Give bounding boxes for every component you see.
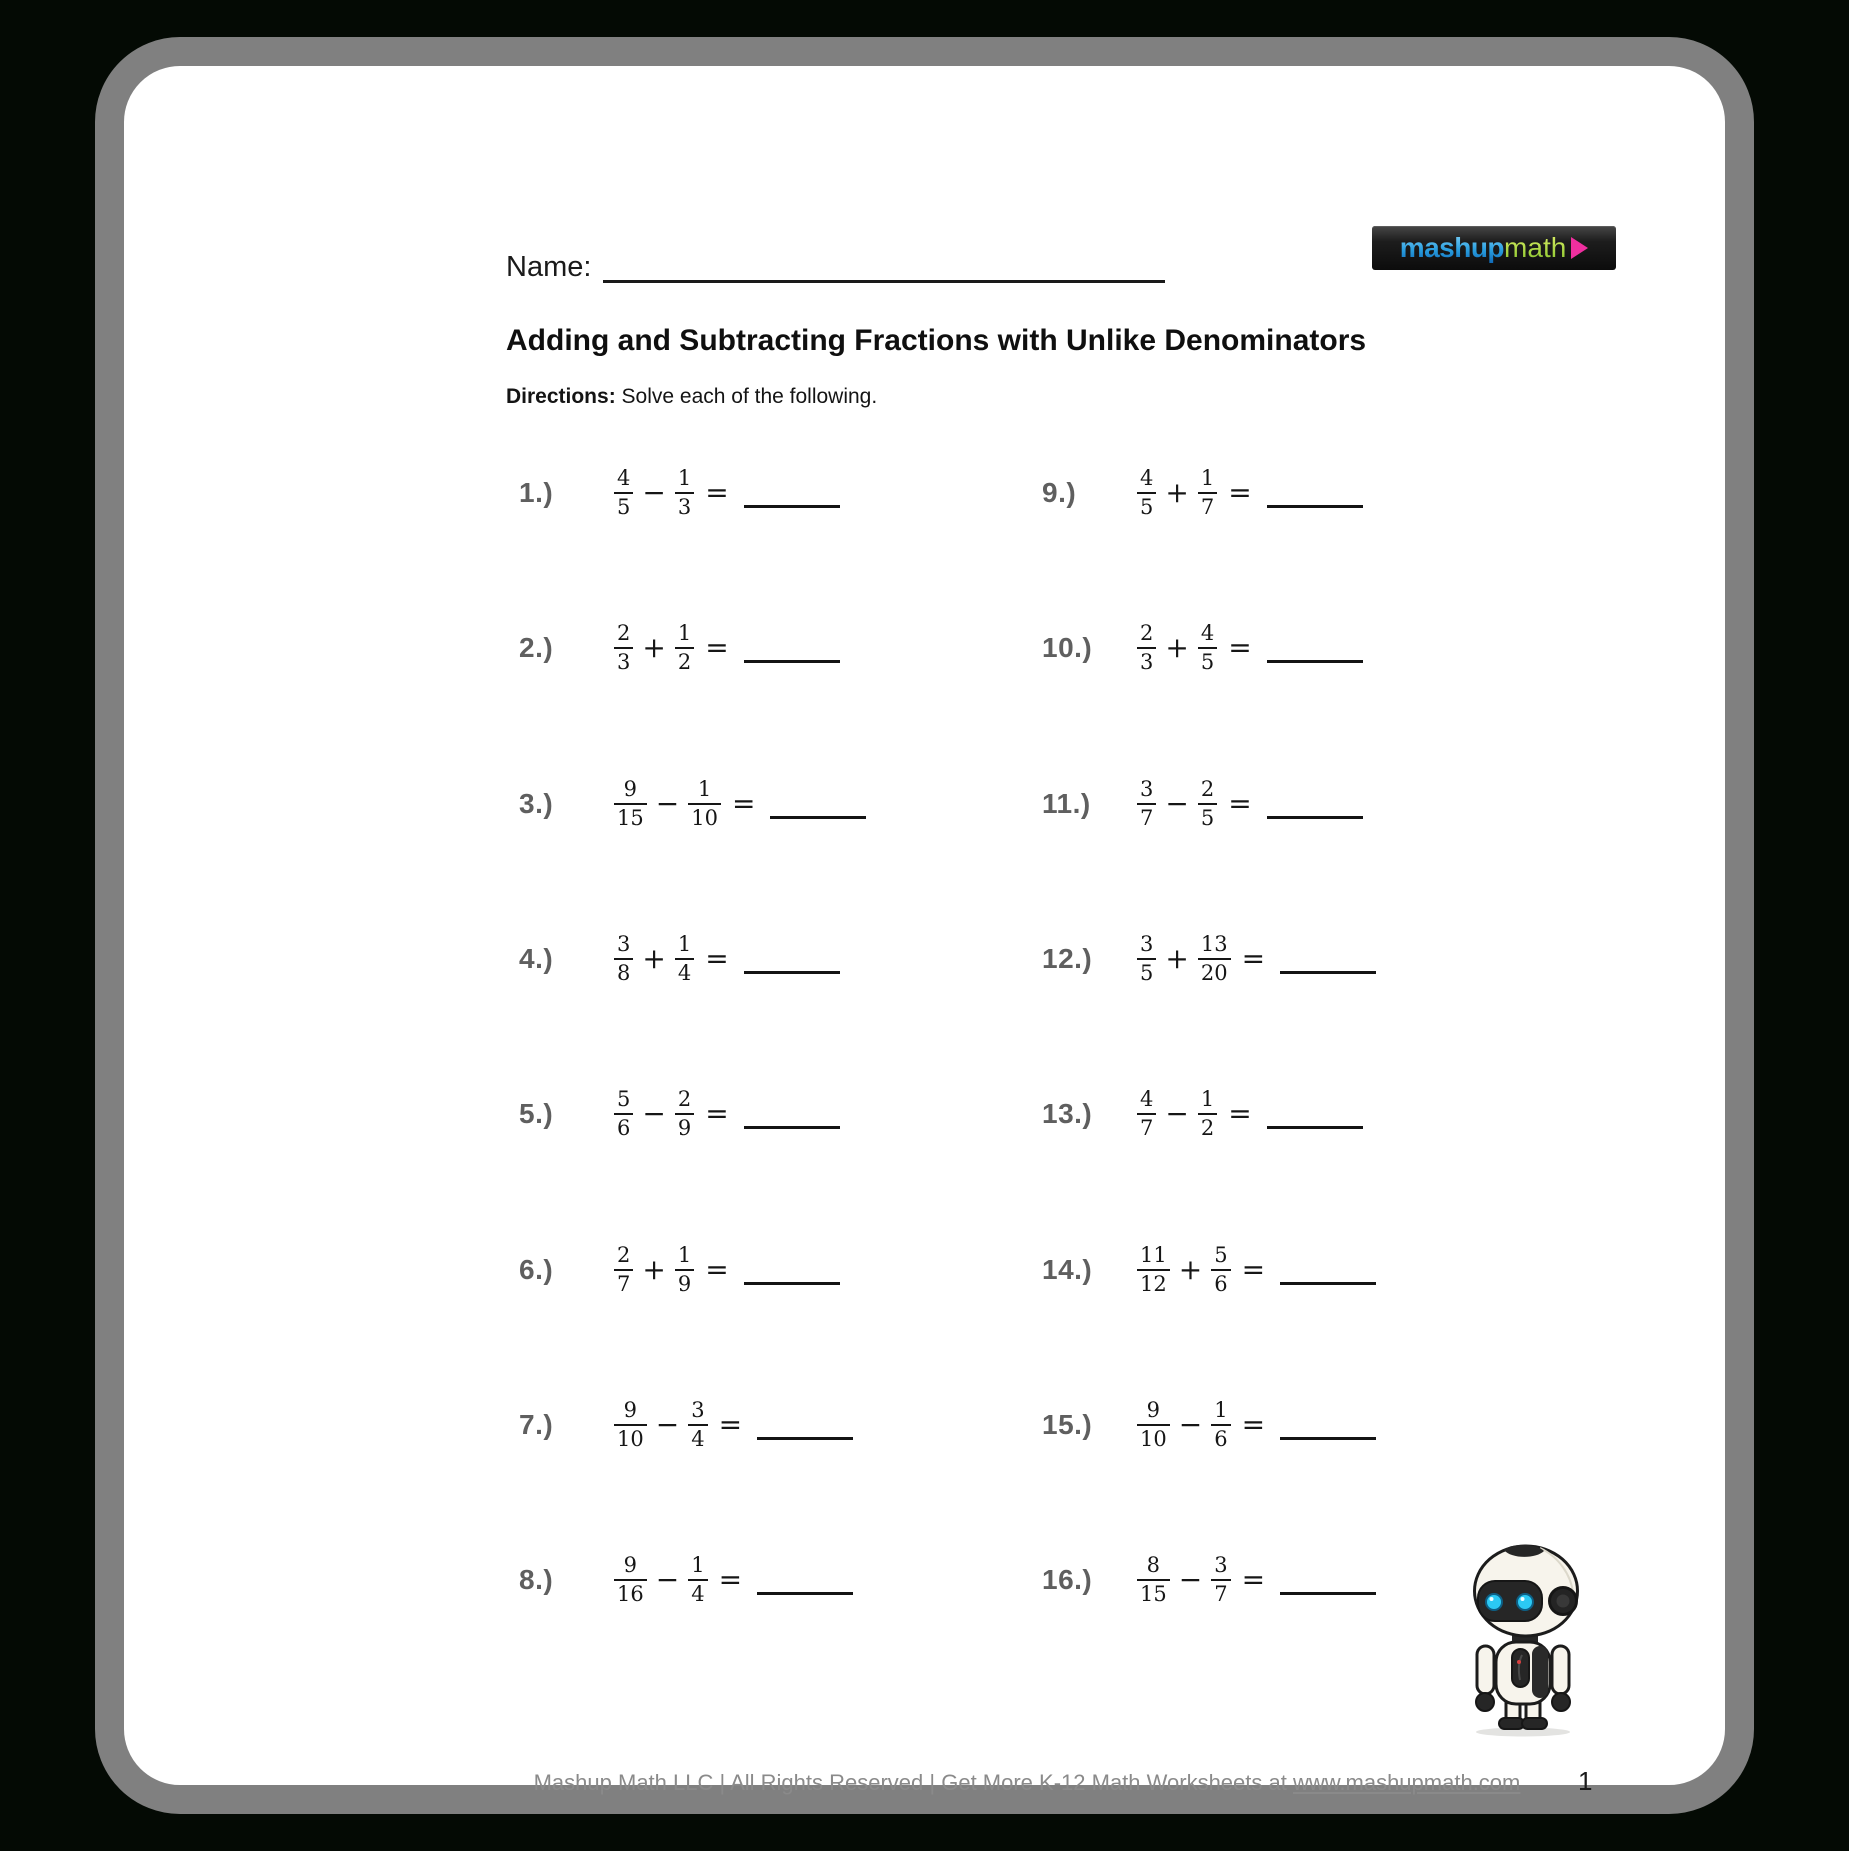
- fraction-bar: [1137, 1424, 1170, 1426]
- operator-sign: +: [642, 630, 666, 664]
- problem-number: 6.): [519, 1254, 554, 1285]
- fraction-second: [675, 1245, 694, 1295]
- answer-blank: [744, 660, 840, 663]
- fraction-bar: [614, 1579, 647, 1581]
- fraction-second: [1198, 1089, 1217, 1139]
- equals-sign: =: [1241, 1407, 1266, 1441]
- logo-text-mashup: mashup: [1399, 232, 1505, 263]
- operator-sign: +: [1165, 630, 1189, 664]
- numerator: 2: [617, 621, 631, 645]
- denominator: 5: [1200, 806, 1215, 830]
- answer-blank: [1280, 1282, 1376, 1285]
- denominator: 2: [1200, 1116, 1215, 1140]
- fraction-first: [614, 1555, 647, 1605]
- denominator: 9: [677, 1272, 692, 1296]
- denominator: 5: [617, 495, 631, 519]
- equals-sign: =: [1241, 1252, 1266, 1286]
- problem-row: [519, 766, 866, 842]
- numerator: 1: [697, 777, 712, 801]
- numerator: 2: [677, 1087, 692, 1111]
- fraction-bar: [614, 1269, 633, 1271]
- fraction-bar: [614, 958, 633, 960]
- operator-sign: −: [655, 1407, 680, 1441]
- answer-blank: [757, 1437, 853, 1440]
- numerator: 1: [677, 466, 692, 490]
- denominator: 7: [617, 1272, 631, 1296]
- worksheet-frame: [95, 37, 1754, 1814]
- operator-sign: −: [1178, 1407, 1203, 1441]
- fraction-second: [1198, 468, 1217, 518]
- denominator: 3: [677, 495, 692, 519]
- problem-row: [1042, 1076, 1363, 1152]
- denominator: 4: [691, 1582, 705, 1606]
- numerator: 5: [1214, 1243, 1228, 1267]
- fraction-first: [1137, 934, 1156, 984]
- page-number: 1: [1578, 1766, 1593, 1796]
- denominator: 9: [677, 1116, 692, 1140]
- equals-sign: =: [1228, 475, 1252, 509]
- operator-sign: +: [1165, 475, 1189, 509]
- problem-number: 9.): [1042, 477, 1077, 508]
- fraction-bar: [1137, 803, 1156, 805]
- denominator: 12: [1140, 1272, 1167, 1296]
- numerator: 8: [1146, 1553, 1161, 1577]
- fraction-second: [1211, 1555, 1230, 1605]
- numerator: 11: [1140, 1243, 1167, 1267]
- play-triangle-icon: [1571, 237, 1588, 259]
- answer-blank: [770, 816, 866, 819]
- fraction-first: [1137, 1555, 1170, 1605]
- fraction-first: [1137, 623, 1156, 673]
- answer-blank: [757, 1592, 853, 1595]
- operator-sign: +: [642, 941, 666, 975]
- answer-blank: [744, 1126, 840, 1129]
- numerator: 4: [617, 466, 631, 490]
- equals-sign: =: [1228, 630, 1252, 664]
- fraction-bar: [614, 492, 633, 494]
- numerator: 3: [691, 1398, 705, 1422]
- fraction-first: [1137, 1400, 1170, 1450]
- denominator: 5: [1140, 961, 1154, 985]
- fraction-bar: [1211, 1269, 1230, 1271]
- equals-sign: =: [705, 630, 729, 664]
- fraction-first: [614, 468, 633, 518]
- equals-sign: =: [705, 475, 729, 509]
- numerator: 1: [1200, 466, 1215, 490]
- equals-sign: =: [705, 1252, 729, 1286]
- name-label: Name:: [506, 251, 592, 283]
- worksheet-page: [248, 132, 1849, 1851]
- denominator: 7: [1140, 1116, 1154, 1140]
- fraction-bar: [675, 958, 694, 960]
- denominator: 10: [617, 1427, 644, 1451]
- numerator: 13: [1200, 932, 1228, 956]
- denominator: 3: [1140, 650, 1154, 674]
- denominator: 15: [617, 806, 644, 830]
- denominator: 7: [1214, 1582, 1228, 1606]
- numerator: 3: [617, 932, 631, 956]
- denominator: 10: [691, 806, 718, 830]
- answer-blank: [1267, 660, 1363, 663]
- denominator: 2: [677, 650, 692, 674]
- answer-blank: [744, 505, 840, 508]
- fraction-second: [1211, 1245, 1230, 1295]
- numerator: 3: [1140, 932, 1154, 956]
- denominator: 7: [1140, 806, 1154, 830]
- problem-number: 11.): [1042, 788, 1091, 819]
- equals-sign: =: [1228, 1096, 1252, 1130]
- problem-number: 8.): [519, 1564, 554, 1595]
- equals-sign: =: [718, 1562, 743, 1596]
- equals-sign: =: [1241, 941, 1266, 975]
- problem-number: 7.): [519, 1409, 554, 1440]
- numerator: 3: [1214, 1553, 1228, 1577]
- equals-sign: =: [1241, 1562, 1266, 1596]
- fraction-bar: [688, 1424, 707, 1426]
- problem-row: [1042, 1387, 1376, 1463]
- fraction-bar: [614, 1424, 647, 1426]
- fraction-first: [614, 779, 647, 829]
- equals-sign: =: [705, 941, 729, 975]
- operator-sign: +: [1165, 941, 1189, 975]
- fraction-bar: [1137, 958, 1156, 960]
- operator-sign: −: [655, 1562, 680, 1596]
- numerator: 2: [1200, 777, 1215, 801]
- problem-row: [519, 610, 840, 686]
- numerator: 1: [677, 932, 692, 956]
- problem-number: 3.): [519, 788, 554, 819]
- numerator: 5: [617, 1087, 631, 1111]
- denominator: 4: [691, 1427, 705, 1451]
- problem-row: [519, 455, 840, 531]
- problem-row: [1042, 1542, 1376, 1618]
- fraction-bar: [614, 647, 633, 649]
- worksheet-title: Adding and Subtracting Fractions with Unlike Denominators: [506, 324, 1367, 357]
- fraction-second: [675, 623, 694, 673]
- denominator: 3: [617, 650, 631, 674]
- numerator: 1: [1214, 1398, 1228, 1422]
- problem-number: 2.): [519, 632, 554, 663]
- problem-row: [519, 1387, 853, 1463]
- logo-text-math: math: [1504, 232, 1567, 263]
- equals-sign: =: [1228, 786, 1252, 820]
- fraction-bar: [675, 492, 694, 494]
- problem-row: [519, 1542, 853, 1618]
- fraction-second: [1198, 779, 1217, 829]
- fraction-first: [1137, 1089, 1156, 1139]
- fraction-first: [1137, 468, 1156, 518]
- fraction-first: [614, 1089, 633, 1139]
- answer-blank: [1280, 1592, 1376, 1595]
- denominator: 5: [1200, 650, 1215, 674]
- denominator: 20: [1200, 961, 1228, 985]
- fraction-bar: [1198, 492, 1217, 494]
- problem-row: [519, 1232, 840, 1308]
- fraction-second: [1211, 1400, 1230, 1450]
- numerator: 9: [623, 777, 638, 801]
- fraction-bar: [1211, 1579, 1230, 1581]
- operator-sign: −: [655, 786, 680, 820]
- numerator: 1: [691, 1553, 705, 1577]
- fraction-first: [614, 623, 633, 673]
- operator-sign: −: [1165, 786, 1189, 820]
- name-row: [506, 250, 1165, 285]
- footer-link[interactable]: www.mashupmath.com: [1292, 1770, 1521, 1795]
- numerator: 3: [1140, 777, 1154, 801]
- problem-row: [1042, 455, 1363, 531]
- fraction-second: [688, 1400, 707, 1450]
- problem-number: 13.): [1042, 1098, 1093, 1129]
- fraction-second: [1198, 934, 1231, 984]
- numerator: 9: [1146, 1398, 1161, 1422]
- numerator: 1: [677, 621, 692, 645]
- fraction-second: [1198, 623, 1217, 673]
- problem-row: [1042, 766, 1363, 842]
- fraction-first: [1137, 779, 1156, 829]
- fraction-bar: [1211, 1424, 1230, 1426]
- denominator: 4: [677, 961, 692, 985]
- equals-sign: =: [718, 1407, 743, 1441]
- answer-blank: [744, 971, 840, 974]
- numerator: 2: [617, 1243, 631, 1267]
- footer: [524, 1770, 1530, 1796]
- problem-number: 10.): [1042, 632, 1093, 663]
- denominator: 10: [1140, 1427, 1167, 1451]
- problem-row: [1042, 921, 1376, 997]
- fraction-bar: [1198, 1113, 1217, 1115]
- numerator: 4: [1140, 466, 1154, 490]
- robot-eye-right: [1517, 1594, 1533, 1610]
- denominator: 5: [1140, 495, 1154, 519]
- fraction-bar: [1198, 958, 1231, 960]
- answer-blank: [1280, 1437, 1376, 1440]
- operator-sign: −: [1178, 1562, 1203, 1596]
- fraction-bar: [675, 1269, 694, 1271]
- fraction-first: [614, 1400, 647, 1450]
- operator-sign: −: [1165, 1096, 1189, 1130]
- operator-sign: −: [642, 1096, 666, 1130]
- operator-sign: +: [1178, 1252, 1203, 1286]
- fraction-second: [675, 934, 694, 984]
- answer-blank: [1267, 505, 1363, 508]
- problem-row: [1042, 1232, 1376, 1308]
- denominator: 15: [1140, 1582, 1167, 1606]
- fraction-bar: [1198, 803, 1217, 805]
- fraction-bar: [614, 803, 647, 805]
- fraction-second: [675, 468, 694, 518]
- mashupmath-logo: [1372, 226, 1616, 270]
- numerator: 4: [1140, 1087, 1154, 1111]
- denominator: 8: [617, 961, 631, 985]
- fraction-second: [688, 1555, 707, 1605]
- problem-row: [519, 1076, 840, 1152]
- fraction-second: [675, 1089, 694, 1139]
- numerator: 2: [1140, 621, 1154, 645]
- problem-number: 5.): [519, 1098, 554, 1129]
- denominator: 6: [617, 1116, 631, 1140]
- problem-row: [1042, 610, 1363, 686]
- equals-sign: =: [705, 1096, 729, 1130]
- fraction-bar: [1198, 647, 1217, 649]
- fraction-first: [1137, 1245, 1170, 1295]
- fraction-first: [614, 934, 633, 984]
- numerator: 1: [677, 1243, 692, 1267]
- robot-shadow: [1476, 1728, 1570, 1737]
- directions-line: [506, 385, 877, 409]
- denominator: 6: [1214, 1272, 1228, 1296]
- answer-blank: [1267, 816, 1363, 819]
- fraction-bar: [1137, 1269, 1170, 1271]
- directions-text: Solve each of the following.: [615, 385, 878, 408]
- denominator: 16: [617, 1582, 644, 1606]
- fraction-bar: [675, 647, 694, 649]
- problem-number: 12.): [1042, 943, 1093, 974]
- answer-blank: [744, 1282, 840, 1285]
- problem-number: 4.): [519, 943, 554, 974]
- numerator: 1: [1200, 1087, 1215, 1111]
- problem-row: [519, 921, 840, 997]
- numerator: 9: [623, 1553, 638, 1577]
- fraction-bar: [688, 803, 721, 805]
- robot-mascot: [1466, 1542, 1580, 1738]
- numerator: 4: [1200, 621, 1215, 645]
- numerator: 9: [623, 1398, 638, 1422]
- operator-sign: +: [642, 1252, 666, 1286]
- fraction-bar: [1137, 1579, 1170, 1581]
- fraction-second: [688, 779, 721, 829]
- fraction-bar: [675, 1113, 694, 1115]
- footer-text: Mashup Math LLC | All Rights Reserved | Get More K-12 Math Worksheets at: [533, 1770, 1293, 1795]
- fraction-bar: [614, 1113, 633, 1115]
- problem-number: 1.): [519, 477, 554, 508]
- robot-eye-left: [1486, 1594, 1502, 1610]
- fraction-bar: [1137, 1113, 1156, 1115]
- problem-number: 16.): [1042, 1564, 1093, 1595]
- fraction-bar: [1137, 647, 1156, 649]
- denominator: 7: [1200, 495, 1215, 519]
- problem-number: 15.): [1042, 1409, 1093, 1440]
- answer-blank: [1267, 1126, 1363, 1129]
- fraction-first: [614, 1245, 633, 1295]
- fraction-bar: [688, 1579, 707, 1581]
- answer-blank: [1280, 971, 1376, 974]
- problem-number: 14.): [1042, 1254, 1093, 1285]
- equals-sign: =: [731, 786, 756, 820]
- operator-sign: −: [642, 475, 666, 509]
- fraction-bar: [1137, 492, 1156, 494]
- denominator: 6: [1214, 1427, 1228, 1451]
- directions-label: Directions:: [506, 385, 616, 408]
- name-blank-line: [603, 280, 1165, 283]
